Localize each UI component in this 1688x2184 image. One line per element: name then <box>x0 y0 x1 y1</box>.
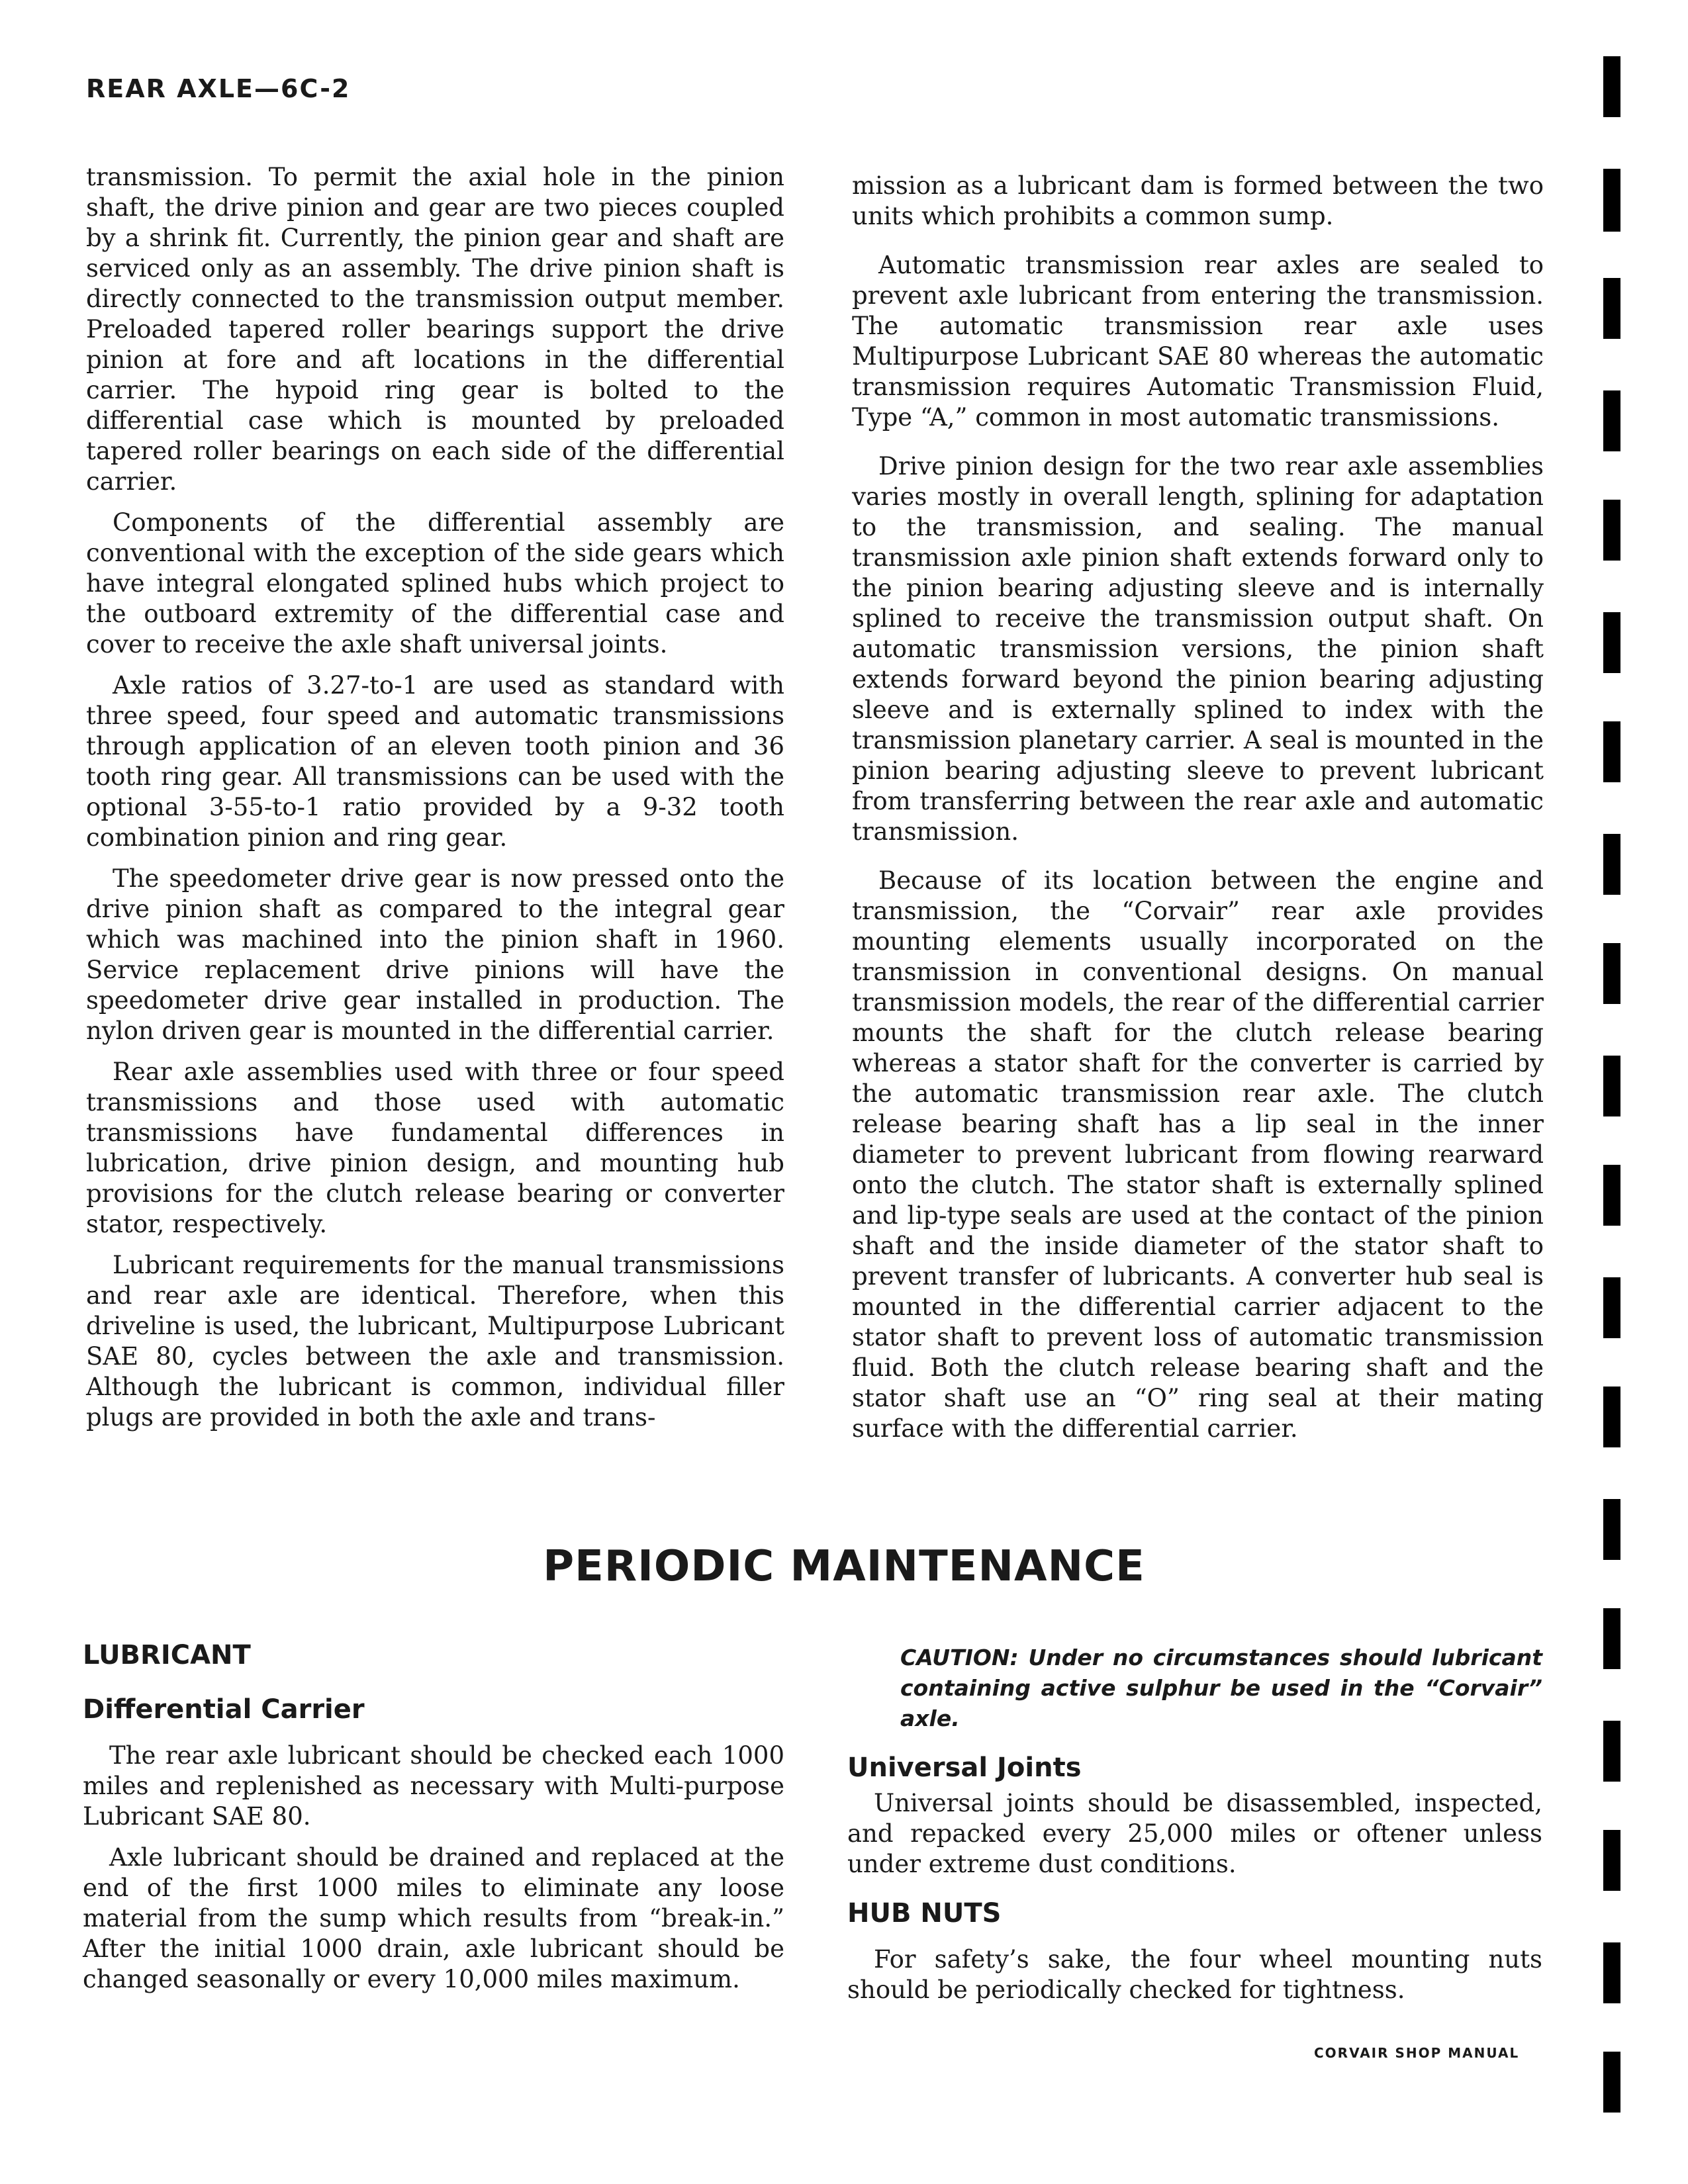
margin-bar <box>1603 1830 1620 1891</box>
margin-bar <box>1603 1608 1620 1669</box>
paragraph: Components of the differential assembly are conventional with the exception of the side gears which have integral elongated splined hubs which project to the outboard extremity of the differential case and cover to receive the axle shaft universal joints. <box>86 508 784 659</box>
paragraph: mission as a lubricant dam is formed between the two units which prohibits a common sump. <box>852 171 1544 230</box>
paragraph: Lubricant requirements for the manual transmissions and rear axle are identical. Therefore, when this driveline is used, the lubricant, Multipurpose Lubricant SAE 80, cycles between the axle and transmission. Although the lubricant is common, individual filler plugs are provided in both the axle and trans- <box>86 1251 784 1432</box>
paragraph: Automatic transmission rear axles are sealed to prevent axle lubricant from entering the transmission. The automatic transmission rear axle uses Multipurpose Lubricant SAE 80 whereas the automatic transmission requires Automatic Transmission Fluid, Type “A,” common in most automatic transmissions. <box>852 251 1544 432</box>
margin-bar <box>1603 278 1620 339</box>
margin-bar <box>1603 1499 1620 1560</box>
page-header: REAR AXLE—6C-2 <box>86 74 351 103</box>
margin-bar <box>1603 1387 1620 1447</box>
margin-bar <box>1603 1942 1620 2003</box>
paragraph: The speedometer drive gear is now pressed onto the drive pinion shaft as compared to the integral gear which was machined into the pinion shaft in 1960. Service replacement drive pinions will have the speedometer drive gear installed in production. The nylon driven gear is mounted in the differential carrier. <box>86 864 784 1045</box>
maintenance-right-section <box>847 1643 1542 2013</box>
paragraph: Drive pinion design for the two rear axle assemblies varies mostly in overall length, splining for adaptation to the transmission, and sealing. The manual transmission axle pinion shaft extends forward only to the pinion bearing adjusting sleeve and is internally splined to receive the transmission output shaft. On automatic transmission versions, the pinion shaft extends forward beyond the pinion bearing adjusting sleeve and is externally splined to index with the transmission planetary carrier. A seal is mounted in the pinion bearing adjusting sleeve to prevent lubricant from transferring between the rear axle and automatic transmission. <box>852 452 1544 846</box>
margin-bar <box>1603 2052 1620 2113</box>
margin-bar <box>1603 169 1620 232</box>
text-column-left <box>86 162 784 1443</box>
lubricant-heading: LUBRICANT <box>83 1640 251 1670</box>
hub-nuts-heading: HUB NUTS <box>847 1898 1002 1929</box>
caution-note: CAUTION: Under no circumstances should lubricant containing active sulphur be used in the “Corvair” axle. <box>900 1645 1542 1731</box>
margin-bar <box>1603 1721 1620 1782</box>
page-footer: CORVAIR SHOP MANUAL <box>1314 2045 1520 2061</box>
margin-bar <box>1603 1277 1620 1338</box>
paragraph: Universal joints should be disassembled, inspected, and repacked every 25,000 miles or oftener unless under extreme dust conditions. <box>847 1789 1542 1878</box>
margin-bar <box>1603 834 1620 895</box>
paragraph: Axle lubricant should be drained and replaced at the end of the first 1000 miles to eliminate any loose material from the sump which results from “break-in.” After the initial 1000 drain, axle lubricant should be changed seasonally or every 10,000 miles maximum. <box>83 1843 784 1993</box>
margin-bar <box>1603 612 1620 673</box>
margin-bar <box>1603 56 1620 117</box>
margin-bar <box>1603 1056 1620 1116</box>
paragraph: Rear axle assemblies used with three or four speed transmissions and those used with automatic transmissions have fundamental differences in lubrication, drive pinion design, and mounting hub provisions for the clutch release bearing or converter stator, respectively. <box>86 1058 784 1238</box>
section-title: PERIODIC MAINTENANCE <box>543 1542 1145 1591</box>
margin-bar <box>1603 721 1620 782</box>
paragraph: Because of its location between the engine and transmission, the “Corvair” rear axle provides mounting elements usually incorporated on the transmission in conventional designs. On manual transmission models, the rear of the differential carrier mounts the shaft for the clutch release bearing whereas a stator shaft for the converter is carried by the automatic transmission rear axle. The clutch release bearing shaft has a lip seal in the inner diameter to prevent lubricant from flowing rearward onto the clutch. The stator shaft is externally splined and lip-type seals are used at the contact of the pinion shaft and the inside diameter of the stator shaft to prevent transfer of lubricants. A converter hub seal is mounted in the differential carrier adjacent to the stator shaft to prevent loss of automatic transmission fluid. Both the clutch release bearing shaft and the stator shaft use an “O” ring seal at their mating surface with the differential carrier. <box>852 866 1544 1443</box>
margin-bar <box>1603 390 1620 451</box>
text-column-right <box>852 171 1544 1455</box>
universal-joints-heading: Universal Joints <box>847 1752 1082 1783</box>
paragraph: For safety’s sake, the four wheel mounting nuts should be periodically checked for tightness. <box>847 1945 1542 2004</box>
margin-bar <box>1603 500 1620 561</box>
lubricant-section <box>83 1640 784 2003</box>
margin-bar <box>1603 943 1620 1004</box>
margin-bar <box>1603 1165 1620 1226</box>
paragraph: The rear axle lubricant should be checked each 1000 miles and replenished as necessary with Multi-purpose Lubricant SAE 80. <box>83 1741 784 1831</box>
paragraph: transmission. To permit the axial hole in the pinion shaft, the drive pinion and gear are two pieces coupled by a shrink fit. Currently, the pinion gear and shaft are serviced only as an assembly. The drive pinion shaft is directly connected to the transmission output member. Preloaded tapered roller bearings support the drive pinion at fore and aft locations in the differential carrier. The hypoid ring gear is bolted to the differential case which is mounted by preloaded tapered roller bearings on each side of the differential carrier. <box>86 163 784 496</box>
differential-carrier-heading: Differential Carrier <box>83 1694 365 1725</box>
paragraph: Axle ratios of 3.27-to-1 are used as standard with three speed, four speed and automatic transmissions through application of an eleven tooth pinion and 36 tooth ring gear. All transmissions can be used with the optional 3-55-to-1 ratio provided by a 9-32 tooth combination pinion and ring gear. <box>86 671 784 852</box>
